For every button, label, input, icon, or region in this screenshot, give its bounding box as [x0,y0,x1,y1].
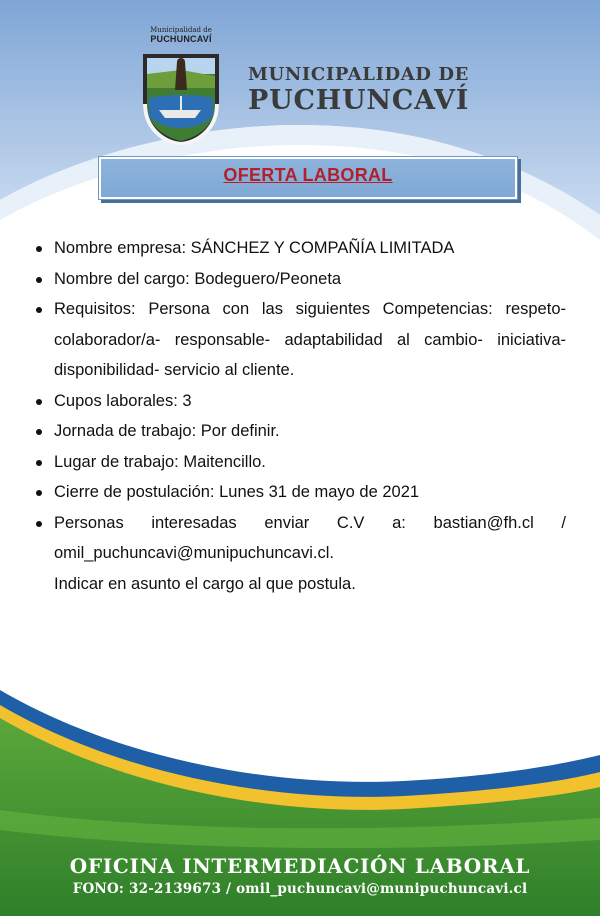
coat-of-arms-icon [137,40,225,150]
item-extra-text: Indicar en asunto el cargo al que postula. [54,574,356,593]
list-item-company [36,233,566,264]
municipality-title [248,64,478,116]
item-text: Cupos laborales: 3 [54,391,192,410]
bullet-icon [36,307,42,313]
list-item-deadline [36,477,566,508]
item-text: Requisitos: Persona con las siguientes Competencias: respeto- colaborador/a- responsable- adaptabilidad al cambio- iniciativa- disponibilidad- servicio al cliente. [54,300,566,379]
bullet-icon [36,490,42,496]
item-text: Cierre de postulación: Lunes 31 de mayo de 2021 [54,483,420,501]
list-item-location [36,447,566,478]
logo-top-text: Municipalidad de [150,26,212,34]
item-text: Jornada de trabajo: Por definir. [54,422,280,440]
footer-contact: FONO: 32-2139673 / omil_puchuncavi@munipuchuncavi.cl [72,881,528,897]
municipality-title-line1: MUNICIPALIDAD DE [248,64,469,85]
job-offer-banner [98,156,518,200]
municipal-logo [137,26,225,148]
bullet-icon [36,429,42,435]
logo-name-text: PUCHUNCAVÍ [150,34,212,44]
list-item-requirements [36,294,566,386]
bullet-icon [36,460,42,466]
job-offer-title: OFERTA LABORAL [223,165,393,185]
list-item-schedule [36,416,566,447]
footer-office-name: OFICINA INTERMEDIACIÓN LABORAL [69,854,531,878]
bullet-icon [36,277,42,283]
job-details-list [36,233,566,599]
list-item-vacancies [36,386,566,417]
item-text: Nombre del cargo: Bodeguero/Peoneta [54,269,342,288]
item-text: Lugar de trabajo: Maitencillo. [54,452,266,471]
list-item-position [36,264,566,295]
bullet-icon [36,399,42,405]
municipality-title-line2: PUCHUNCAVÍ [248,85,470,116]
bullet-icon [36,521,42,527]
item-text: Nombre empresa: SÁNCHEZ Y COMPAÑÍA LIMITADA [54,239,455,257]
item-text: Personas interesadas enviar C.V a: bastian@fh.cl / omil_puchuncavi@munipuchuncavi.cl. [54,513,566,562]
list-item-contact [36,508,566,600]
bullet-icon [36,246,42,252]
